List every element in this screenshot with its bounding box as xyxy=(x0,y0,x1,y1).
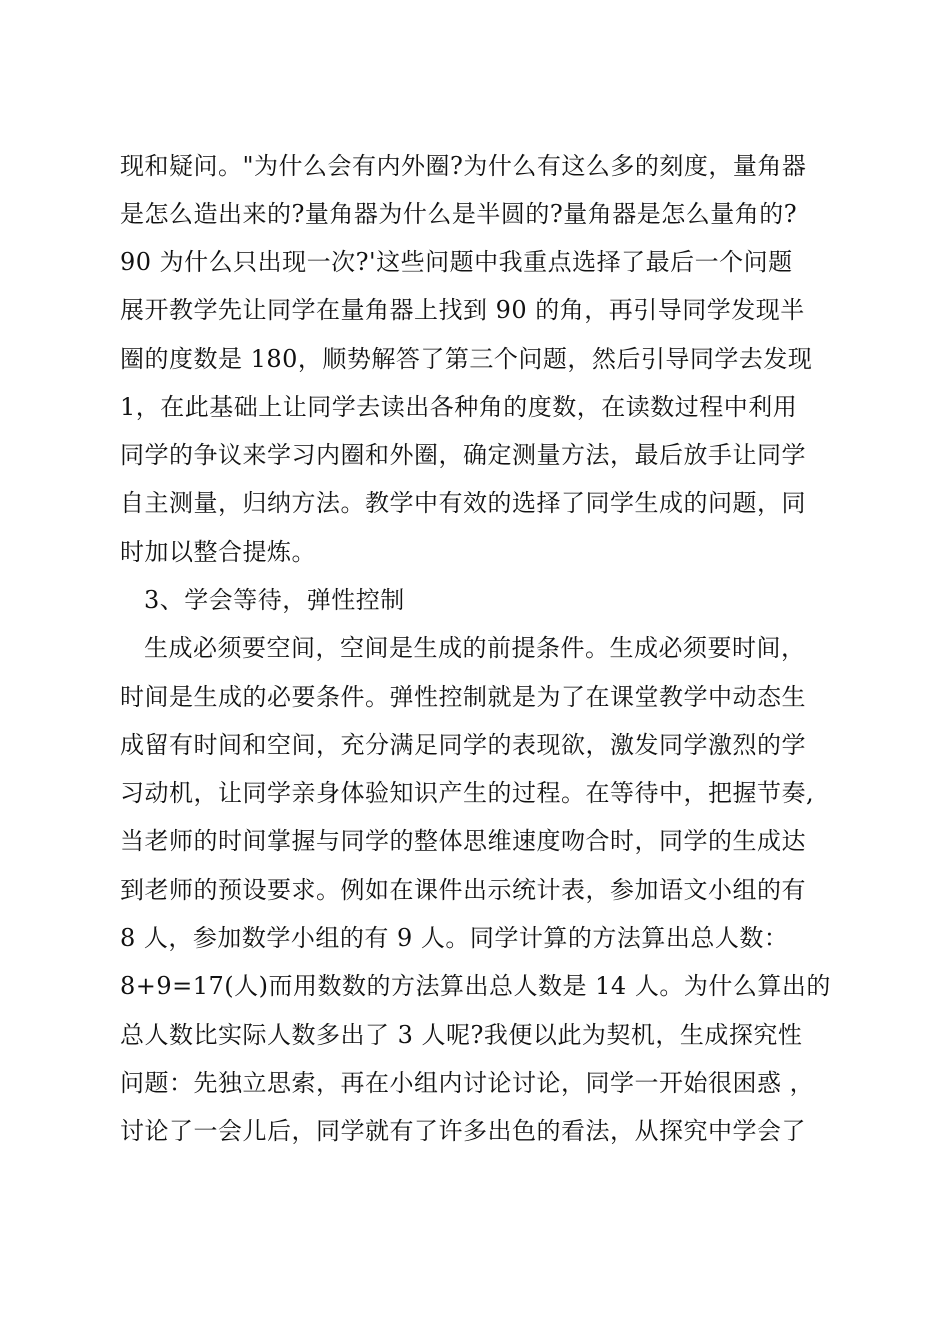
text-line: 当老师的时间掌握与同学的整体思维速度吻合时，同学的生成达 xyxy=(120,827,806,855)
text-line: 到老师的预设要求。例如在课件出示统计表，参加语文小组的有 xyxy=(120,876,806,904)
text-line: 8 人，参加数学小组的有 9 人。同学计算的方法算出总人数： xyxy=(120,924,789,952)
text-line: 8+9=17(人)而用数数的方法算出总人数是 14 人。为什么算出的 xyxy=(120,972,831,1000)
text-line: 习动机，让同学亲身体验知识产生的过程。在等待中，把握节奏, xyxy=(120,779,815,807)
text-line: 讨论了一会儿后，同学就有了许多出色的看法，从探究中学会了 xyxy=(120,1117,806,1145)
text-line: 成留有时间和空间，充分满足同学的表现欲，激发同学激烈的学 xyxy=(120,731,806,759)
section-heading: 3、学会等待，弹性控制 xyxy=(144,586,405,614)
text-line: 是怎么造出来的?量角器为什么是半圆的?量角器是怎么量角的? xyxy=(120,200,798,228)
text-line: 自主测量，归纳方法。教学中有效的选择了同学生成的问题，同 xyxy=(120,489,806,517)
text-line: 90 为什么只出现一次?'这些问题中我重点选择了最后一个问题 xyxy=(120,248,793,276)
text-line: 时间是生成的必要条件。弹性控制就是为了在课堂教学中动态生 xyxy=(120,683,806,711)
text-line: 生成必须要空间，空间是生成的前提条件。生成必须要时间， xyxy=(144,634,806,662)
text-line: 展开教学先让同学在量角器上找到 90 的角，再引导同学发现半 xyxy=(120,296,805,324)
text-line: 问题：先独立思索，再在小组内讨论讨论，同学一开始很困惑 ， xyxy=(120,1069,815,1097)
text-line: 时加以整合提炼。 xyxy=(120,538,316,566)
text-line: 1，在此基础上让同学去读出各种角的度数，在读数过程中利用 xyxy=(120,393,798,421)
text-line: 现和疑问。"为什么会有内外圈?为什么有这么多的刻度，量角器 xyxy=(120,152,807,180)
text-line: 总人数比实际人数多出了 3 人呢?我便以此为契机，生成探究性 xyxy=(120,1021,803,1049)
text-line: 同学的争议来学习内圈和外圈，确定测量方法，最后放手让同学 xyxy=(120,441,806,469)
text-line: 圈的度数是 180，顺势解答了第三个问题，然后引导同学去发现 xyxy=(120,345,813,373)
